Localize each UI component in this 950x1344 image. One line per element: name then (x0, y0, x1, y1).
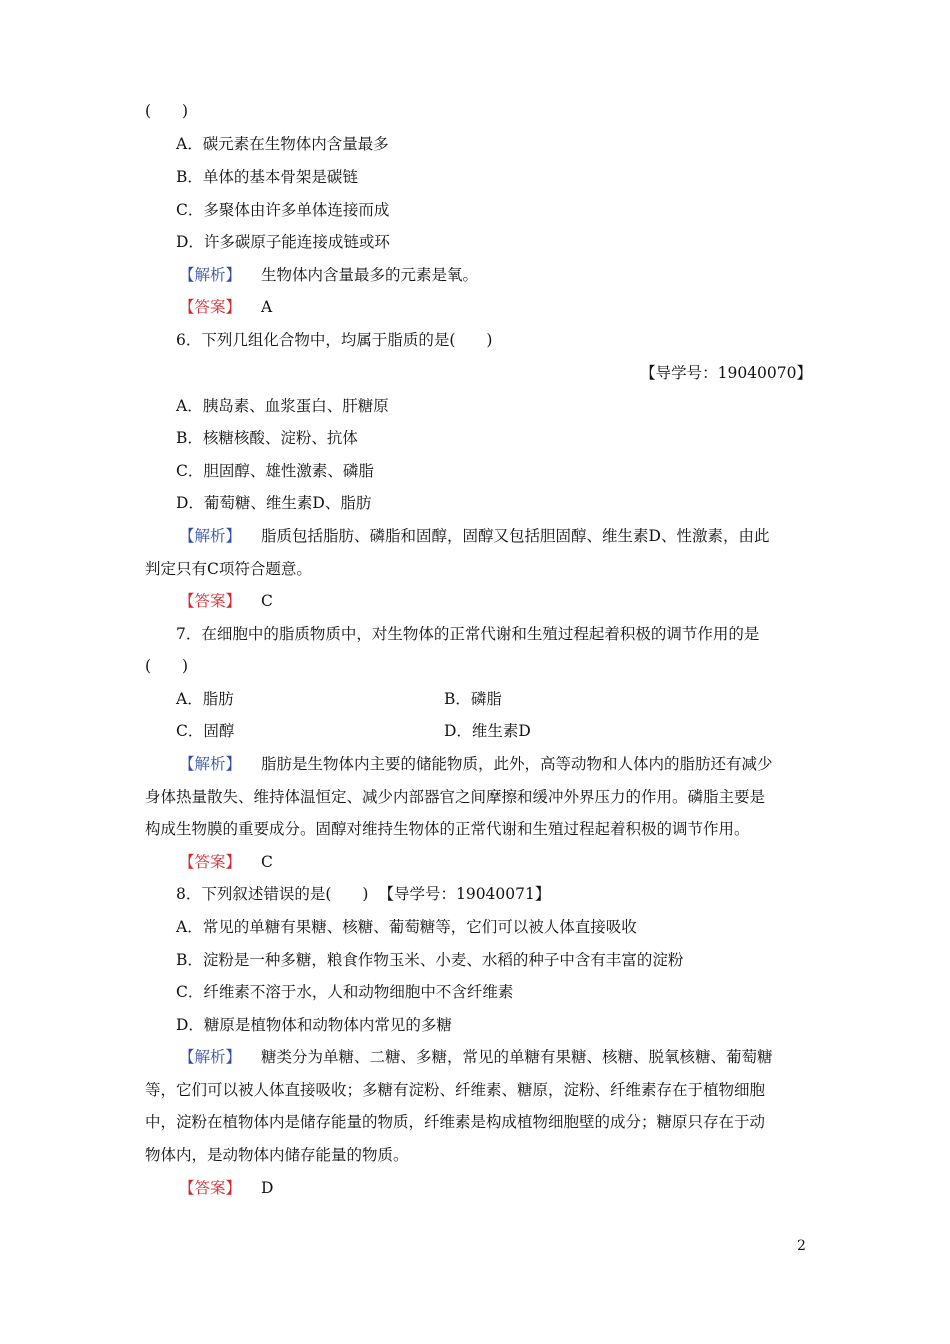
q8-option-b: B．淀粉是一种多糖，粮食作物玉米、小麦、水稻的种子中含有丰富的淀粉 (176, 951, 684, 969)
q8-option-c: C．纤维素不溶于水，人和动物细胞中不含纤维素 (176, 983, 514, 1001)
q5-answer-value: A (261, 298, 273, 316)
q7-answer-value: C (261, 853, 273, 871)
q8-guide-number: 【导学号：19040071】 (378, 885, 551, 903)
q5-option-d: D．许多碳原子能连接成链或环 (176, 233, 390, 251)
q8-analysis (179, 1047, 773, 1067)
q8-answer-value: D (261, 1179, 274, 1197)
q8-option-a: A．常见的单糖有果糖、核糖、葡萄糖等，它们可以被人体直接吸收 (176, 918, 637, 936)
analysis-tag: 【解析】 (179, 266, 242, 284)
q8-analysis-text-3: 中，淀粉在植物体内是储存能量的物质，纤维素是构成植物细胞壁的成分；糖原只存在于动 (145, 1113, 766, 1131)
q8-analysis-text-1: 糖类分为单糖、二糖、多糖，常见的单糖有果糖、核糖、脱氧核糖、葡萄糖 (261, 1048, 773, 1066)
answer-tag: 【答案】 (179, 298, 242, 316)
q6-analysis (179, 526, 769, 546)
q6-answer (179, 591, 273, 611)
answer-tag: 【答案】 (179, 853, 242, 871)
q6-answer-value: C (261, 592, 273, 610)
q7-analysis-text-1: 脂肪是生物体内主要的储能物质，此外，高等动物和人体内的脂肪还有减少 (261, 755, 773, 773)
analysis-tag: 【解析】 (179, 527, 242, 545)
q7-option-d: D．维生素D (444, 722, 531, 740)
analysis-tag: 【解析】 (179, 1048, 242, 1066)
q7-stem-1: 7．在细胞中的脂质物质中，对生物体的正常代谢和生殖过程起着积极的调节作用的是 (176, 625, 760, 643)
analysis-tag: 【解析】 (179, 755, 242, 773)
q6-option-d: D．葡萄糖、维生素D、脂肪 (176, 494, 372, 512)
answer-tag: 【答案】 (179, 592, 242, 610)
q8-stem (176, 884, 550, 904)
q5-option-c: C．多聚体由许多单体连接而成 (176, 201, 390, 219)
q8-analysis-text-2: 等，它们可以被人体直接吸收；多糖有淀粉、纤维素、糖原，淀粉、纤维素存在于植物细胞 (145, 1081, 766, 1099)
q8-stem-text: 8．下列叙述错误的是( ) (176, 885, 369, 903)
q8-answer (179, 1178, 273, 1198)
q8-option-d: D．糖原是植物体和动物体内常见的多糖 (176, 1016, 452, 1034)
q7-stem-2: ( ) (145, 657, 189, 675)
q7-analysis-text-2: 身体热量散失、维持体温恒定、减少内部器官之间摩擦和缓冲外界压力的作用。磷脂主要是 (145, 788, 766, 806)
q5-continuation: ( ) (145, 102, 189, 120)
q8-analysis-text-4: 物体内，是动物体内储存能量的物质。 (145, 1146, 409, 1164)
q7-option-a: A．脂肪 (176, 690, 234, 708)
q5-answer (179, 297, 272, 317)
q5-analysis-text: 生物体内含量最多的元素是氧。 (261, 266, 479, 284)
answer-tag: 【答案】 (179, 1179, 242, 1197)
q6-analysis-text-2: 判定只有C项符合题意。 (145, 560, 312, 578)
page-number: 2 (797, 1238, 806, 1254)
q6-option-a: A．胰岛素、血浆蛋白、肝糖原 (176, 397, 389, 415)
q7-option-b: B．磷脂 (444, 690, 502, 708)
q7-analysis (179, 754, 773, 774)
q7-answer (179, 852, 273, 872)
q6-analysis-text-1: 脂质包括脂肪、磷脂和固醇，固醇又包括胆固醇、维生素D、性激素，由此 (261, 527, 770, 545)
q5-analysis (179, 265, 478, 285)
q6-guide-number: 【导学号：19040070】 (640, 364, 812, 382)
q7-analysis-text-3: 构成生物膜的重要成分。固醇对维持生物体的正常代谢和生殖过程起着积极的调节作用。 (145, 820, 750, 838)
q6-stem: 6．下列几组化合物中，均属于脂质的是( ) (176, 331, 493, 349)
q5-option-b: B．单体的基本骨架是碳链 (176, 168, 358, 186)
q7-option-c: C．固醇 (176, 722, 235, 740)
q6-option-b: B．核糖核酸、淀粉、抗体 (176, 429, 358, 447)
q5-option-a: A．碳元素在生物体内含量最多 (176, 135, 389, 153)
q6-option-c: C．胆固醇、雄性激素、磷脂 (176, 462, 374, 480)
